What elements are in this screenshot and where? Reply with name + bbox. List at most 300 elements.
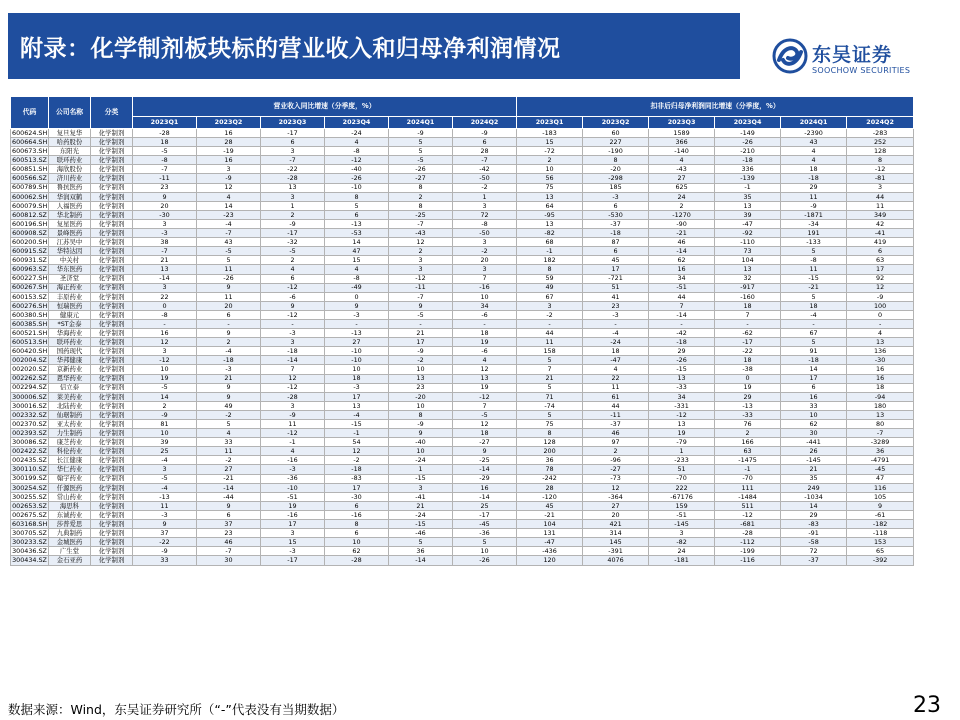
stock-code-cell: 002262.SZ	[12, 374, 47, 383]
table-row	[11, 329, 914, 338]
revenue-growth-cell: -	[197, 319, 261, 328]
revenue-growth-cell: -14	[389, 556, 453, 565]
profit-growth-cell: 34	[649, 392, 715, 401]
category-cell: 化学制剂	[91, 292, 133, 301]
stock-code-cell: 600812.SZ	[12, 210, 47, 219]
profit-growth-cell: 24	[649, 192, 715, 201]
profit-growth-cell: -	[649, 319, 715, 328]
profit-growth-cell: 43	[781, 138, 847, 147]
profit-growth-cell: -1	[715, 465, 781, 474]
revenue-growth-cell: 2	[389, 247, 453, 256]
revenue-growth-cell: 25	[133, 447, 197, 456]
revenue-growth-cell: -16	[453, 283, 517, 292]
revenue-growth-cell: -26	[325, 174, 389, 183]
revenue-growth-cell: -15	[389, 520, 453, 529]
profit-growth-cell: -37	[781, 556, 847, 565]
company-name-cell: 长江健康	[49, 456, 91, 465]
company-name-cell: 海正药业	[49, 283, 91, 292]
revenue-growth-cell: 5	[197, 256, 261, 265]
profit-growth-cell: 105	[847, 492, 914, 501]
profit-growth-cell: -9	[847, 292, 914, 301]
profit-growth-cell: -3	[583, 310, 649, 319]
table-row	[11, 356, 914, 365]
profit-growth-cell: 191	[781, 229, 847, 238]
stock-code-cell: 600385.SH	[12, 319, 48, 328]
profit-growth-cell: 5	[517, 356, 583, 365]
profit-growth-cell: 421	[583, 520, 649, 529]
company-name-cell: 力生制药	[49, 429, 91, 438]
company-name-cell: 恒瑞医药	[49, 301, 91, 310]
revenue-growth-cell: 10	[389, 447, 453, 456]
category-cell: 化学制剂	[91, 183, 133, 192]
profit-growth-cell: 19	[715, 383, 781, 392]
profit-growth-cell: 8	[517, 265, 583, 274]
profit-growth-cell: 227	[583, 138, 649, 147]
revenue-growth-cell: 1	[389, 465, 453, 474]
table-row	[11, 465, 914, 474]
company-name-cell: 翰宇药业	[49, 474, 91, 483]
profit-growth-cell: -133	[781, 238, 847, 247]
stock-code-cell: 600420.SH	[12, 347, 48, 356]
profit-growth-cell: 80	[847, 420, 914, 429]
revenue-growth-cell: 43	[197, 238, 261, 247]
revenue-growth-cell: 19	[453, 383, 517, 392]
table-row	[11, 147, 914, 156]
revenue-growth-cell: 3	[261, 529, 325, 538]
company-name-cell: 华仁药业	[49, 465, 91, 474]
company-name-cell: 华东医药	[49, 265, 91, 274]
revenue-growth-cell: -3	[261, 547, 325, 556]
revenue-growth-cell: 3	[453, 238, 517, 247]
company-name-cell: 康芝药业	[49, 438, 91, 447]
page-number: 23	[913, 693, 941, 718]
revenue-growth-cell: -8	[453, 219, 517, 228]
revenue-growth-cell: 4	[197, 192, 261, 201]
stock-code-cell: 002004.SZ	[12, 356, 47, 365]
revenue-growth-cell: 28	[453, 147, 517, 156]
revenue-growth-cell: 20	[133, 201, 197, 210]
revenue-growth-cell: 9	[197, 329, 261, 338]
profit-growth-cell: 56	[517, 174, 583, 183]
profit-growth-cell: -283	[847, 129, 914, 138]
profit-growth-cell: 72	[781, 547, 847, 556]
profit-growth-cell: 49	[517, 283, 583, 292]
revenue-growth-cell: 5	[389, 138, 453, 147]
profit-growth-cell: 145	[583, 538, 649, 547]
profit-growth-cell: -	[715, 319, 781, 328]
quarter-header: 2024Q2	[453, 117, 517, 129]
company-name-cell: 华海药业	[49, 329, 91, 338]
revenue-growth-cell: 3	[261, 401, 325, 410]
table-row	[11, 392, 914, 401]
quarter-header: 2023Q4	[715, 117, 781, 129]
revenue-growth-cell: 2	[133, 401, 197, 410]
quarter-header: 2023Q2	[583, 117, 649, 129]
category-cell: 化学制剂	[91, 447, 133, 456]
profit-growth-cell: -1871	[781, 210, 847, 219]
revenue-growth-cell: -5	[133, 474, 197, 483]
profit-growth-cell: -81	[847, 174, 914, 183]
revenue-growth-cell: 37	[197, 520, 261, 529]
category-cell: 化学制剂	[91, 465, 133, 474]
revenue-growth-cell: -36	[453, 529, 517, 538]
logo-name: 东吴证券	[812, 44, 893, 66]
revenue-growth-cell: -5	[133, 147, 197, 156]
profit-growth-cell: 23	[583, 301, 649, 310]
profit-growth-cell: -116	[715, 556, 781, 565]
profit-growth-cell: 16	[781, 392, 847, 401]
profit-growth-cell: -1484	[715, 492, 781, 501]
revenue-growth-cell: -7	[261, 156, 325, 165]
profit-growth-cell: 51	[649, 465, 715, 474]
company-name-cell: 复旦复华	[49, 129, 91, 138]
revenue-growth-cell: -8	[133, 156, 197, 165]
profit-growth-cell: 46	[583, 429, 649, 438]
revenue-growth-cell: -53	[325, 229, 389, 238]
company-name-cell: 华邦健康	[49, 356, 91, 365]
profit-growth-cell: -1	[517, 247, 583, 256]
stock-code-cell: 300436.SZ	[12, 547, 47, 556]
revenue-growth-cell: 36	[389, 547, 453, 556]
revenue-growth-cell: -17	[261, 129, 325, 138]
table-row	[11, 483, 914, 492]
table-row	[11, 247, 914, 256]
revenue-growth-cell: -2	[453, 183, 517, 192]
profit-growth-cell: 18	[781, 301, 847, 310]
profit-growth-cell: -67176	[649, 492, 715, 501]
revenue-growth-cell: 18	[133, 138, 197, 147]
stock-code-cell: 600153.SZ	[12, 292, 47, 301]
table-body	[11, 129, 914, 566]
category-cell: 化学制剂	[91, 147, 133, 156]
profit-growth-cell: 20	[583, 510, 649, 519]
revenue-growth-cell: 4	[325, 265, 389, 274]
profit-growth-cell: 104	[715, 256, 781, 265]
revenue-growth-cell: 25	[453, 501, 517, 510]
category-cell: 化学制剂	[91, 229, 133, 238]
profit-growth-cell: 11	[517, 338, 583, 347]
stock-code-cell: 002422.SZ	[12, 447, 47, 456]
revenue-growth-cell: -7	[197, 229, 261, 238]
quarter-header: 2023Q2	[197, 117, 261, 129]
revenue-growth-cell: 81	[133, 420, 197, 429]
stock-code-cell: 600664.SH	[12, 137, 48, 146]
revenue-growth-cell: 3	[133, 347, 197, 356]
company-name-cell: 金石亚药	[49, 556, 91, 565]
profit-growth-cell: 68	[517, 238, 583, 247]
stock-code-cell: 600931.SZ	[12, 256, 47, 265]
profit-growth-cell: -364	[583, 492, 649, 501]
profit-growth-cell: 18	[715, 301, 781, 310]
table-row	[11, 420, 914, 429]
revenue-growth-cell: 19	[133, 374, 197, 383]
profit-growth-cell: -14	[649, 310, 715, 319]
profit-growth-cell: -18	[781, 356, 847, 365]
profit-growth-cell: 153	[847, 538, 914, 547]
profit-growth-cell: 29	[781, 183, 847, 192]
profit-growth-cell: -96	[583, 456, 649, 465]
profit-growth-cell: -721	[583, 274, 649, 283]
revenue-growth-cell: 12	[325, 447, 389, 456]
profit-growth-cell: 45	[583, 256, 649, 265]
revenue-growth-cell: -16	[261, 510, 325, 519]
profit-growth-cell: -110	[715, 238, 781, 247]
profit-growth-cell: 18	[781, 165, 847, 174]
revenue-growth-cell: 19	[261, 501, 325, 510]
profit-growth-cell: 42	[847, 219, 914, 228]
revenue-growth-cell: 17	[325, 483, 389, 492]
revenue-growth-cell: 11	[197, 447, 261, 456]
revenue-growth-cell: 11	[197, 292, 261, 301]
revenue-growth-cell: -30	[133, 210, 197, 219]
category-cell: 化学制剂	[91, 301, 133, 310]
profit-growth-cell: -74	[517, 401, 583, 410]
revenue-growth-cell: -11	[389, 283, 453, 292]
revenue-growth-cell: -20	[389, 392, 453, 401]
category-cell: 化学制剂	[91, 365, 133, 374]
profit-growth-cell: -82	[649, 538, 715, 547]
profit-growth-cell: -21	[649, 229, 715, 238]
category-cell: 化学制剂	[91, 247, 133, 256]
revenue-growth-cell: 9	[325, 301, 389, 310]
revenue-growth-cell: 6	[325, 529, 389, 538]
revenue-growth-cell: -14	[261, 356, 325, 365]
profit-growth-cell: 29	[781, 510, 847, 519]
revenue-growth-cell: -7	[133, 165, 197, 174]
profit-growth-cell: -3289	[847, 438, 914, 447]
profit-growth-cell: 14	[781, 365, 847, 374]
profit-growth-cell: 13	[649, 374, 715, 383]
profit-growth-cell: -51	[649, 283, 715, 292]
category-cell: 化学制剂	[91, 310, 133, 319]
profit-growth-cell: 17	[583, 265, 649, 274]
revenue-growth-cell: -10	[325, 356, 389, 365]
profit-growth-cell: -210	[715, 147, 781, 156]
profit-growth-cell: -3	[583, 192, 649, 201]
profit-growth-cell: 17	[847, 265, 914, 274]
stock-code-cell: 600789.SH	[12, 183, 48, 192]
profit-growth-cell: 18	[583, 347, 649, 356]
revenue-growth-cell: -3	[261, 465, 325, 474]
revenue-growth-cell: -6	[453, 310, 517, 319]
profit-growth-cell: -45	[847, 465, 914, 474]
revenue-growth-cell: -26	[197, 274, 261, 283]
revenue-growth-cell: 13	[325, 401, 389, 410]
profit-growth-cell: -145	[649, 520, 715, 529]
company-name-cell: 东阳光	[49, 147, 91, 156]
profit-growth-cell: -61	[847, 510, 914, 519]
profit-growth-cell: -15	[649, 365, 715, 374]
quarter-header: 2023Q4	[325, 117, 389, 129]
category-cell: 化学制剂	[91, 520, 133, 529]
quarter-header-row	[11, 117, 914, 129]
profit-growth-cell: -47	[583, 356, 649, 365]
company-name-cell: 国药现代	[49, 347, 91, 356]
quarter-header: 2023Q3	[649, 117, 715, 129]
profit-growth-cell: 131	[517, 529, 583, 538]
stock-code-cell: 002653.SZ	[12, 501, 47, 510]
revenue-growth-cell: -9	[389, 129, 453, 138]
revenue-growth-cell: -2	[197, 456, 261, 465]
revenue-growth-cell: -12	[133, 356, 197, 365]
revenue-growth-cell: 3	[389, 256, 453, 265]
table-row	[11, 410, 914, 419]
table-row	[11, 265, 914, 274]
profit-growth-cell: 33	[781, 401, 847, 410]
revenue-growth-cell: -18	[261, 347, 325, 356]
revenue-growth-cell: -29	[453, 474, 517, 483]
company-name-cell: 恩华药业	[49, 374, 91, 383]
revenue-growth-cell: 0	[133, 301, 197, 310]
company-name-cell: 复星医药	[49, 219, 91, 228]
profit-growth-cell: 9	[847, 501, 914, 510]
table-row	[11, 219, 914, 228]
profit-growth-cell: 2	[517, 156, 583, 165]
profit-growth-cell: -79	[649, 438, 715, 447]
category-cell: 化学制剂	[91, 238, 133, 247]
stock-code-cell: 600915.SZ	[12, 247, 47, 256]
profit-growth-cell: 28	[517, 483, 583, 492]
revenue-growth-cell: 46	[197, 538, 261, 547]
revenue-growth-cell: -5	[197, 247, 261, 256]
revenue-growth-cell: -3	[261, 329, 325, 338]
revenue-growth-cell: -2	[389, 356, 453, 365]
revenue-growth-cell: 49	[197, 401, 261, 410]
stock-code-cell: 600513.SZ	[12, 156, 47, 165]
profit-growth-cell: 10	[517, 165, 583, 174]
profit-growth-cell: 13	[649, 420, 715, 429]
revenue-growth-cell: -4	[133, 483, 197, 492]
revenue-growth-cell: 6	[197, 310, 261, 319]
profit-growth-cell: 185	[583, 183, 649, 192]
profit-growth-cell: 12	[847, 283, 914, 292]
revenue-growth-cell: 6	[261, 274, 325, 283]
data-table	[10, 96, 914, 566]
revenue-growth-cell: -26	[453, 556, 517, 565]
stock-code-cell: 300086.SZ	[12, 438, 47, 447]
stock-code-cell: 603168.SH	[12, 519, 48, 528]
table-row	[11, 492, 914, 501]
profit-growth-cell: 2	[583, 447, 649, 456]
revenue-growth-cell: -9	[261, 219, 325, 228]
table-row	[11, 547, 914, 556]
revenue-growth-cell: 8	[325, 520, 389, 529]
revenue-growth-cell: 3	[133, 219, 197, 228]
profit-growth-cell: 5	[517, 410, 583, 419]
revenue-growth-cell: 3	[261, 192, 325, 201]
revenue-growth-cell: 5	[453, 538, 517, 547]
revenue-growth-cell: 10	[325, 538, 389, 547]
revenue-growth-cell: -10	[325, 347, 389, 356]
revenue-growth-cell: 9	[197, 392, 261, 401]
table-row	[11, 165, 914, 174]
profit-growth-cell: 29	[715, 392, 781, 401]
stock-code-cell: 002370.SZ	[12, 419, 47, 428]
profit-growth-cell: 6	[583, 247, 649, 256]
profit-growth-cell: -681	[715, 520, 781, 529]
table-row	[11, 474, 914, 483]
revenue-growth-cell: -12	[325, 156, 389, 165]
revenue-growth-cell: -5	[453, 410, 517, 419]
stock-code-cell: 002294.SZ	[12, 383, 47, 392]
revenue-growth-cell: -13	[325, 329, 389, 338]
revenue-growth-cell: 8	[389, 183, 453, 192]
profit-growth-cell: 11	[781, 265, 847, 274]
revenue-growth-cell: -	[389, 319, 453, 328]
revenue-growth-cell: -5	[389, 156, 453, 165]
revenue-growth-cell: -17	[261, 229, 325, 238]
stock-code-cell: 002393.SZ	[12, 428, 47, 437]
profit-growth-cell: -118	[847, 529, 914, 538]
revenue-growth-cell: -25	[453, 456, 517, 465]
table-row	[11, 319, 914, 328]
profit-growth-cell: -12	[649, 410, 715, 419]
profit-growth-cell: -70	[715, 474, 781, 483]
profit-growth-cell: 15	[517, 138, 583, 147]
profit-growth-cell: 1	[649, 447, 715, 456]
revenue-growth-cell: 3	[133, 283, 197, 292]
profit-growth-cell: 29	[649, 347, 715, 356]
profit-growth-cell: 180	[847, 401, 914, 410]
profit-growth-cell: -83	[781, 520, 847, 529]
revenue-growth-cell: 8	[389, 201, 453, 210]
revenue-growth-cell: -7	[133, 247, 197, 256]
profit-growth-cell: -190	[583, 147, 649, 156]
revenue-growth-cell: 9	[389, 429, 453, 438]
revenue-growth-cell: 27	[325, 338, 389, 347]
table-row	[11, 183, 914, 192]
revenue-growth-cell: -28	[261, 174, 325, 183]
profit-growth-cell: 100	[847, 301, 914, 310]
profit-growth-cell: -30	[847, 356, 914, 365]
profit-growth-cell: 3	[847, 183, 914, 192]
profit-growth-cell: -298	[583, 174, 649, 183]
title-bar	[8, 13, 740, 79]
table-row	[11, 201, 914, 210]
profit-growth-cell: 116	[847, 483, 914, 492]
revenue-growth-cell: -5	[133, 383, 197, 392]
revenue-growth-cell: -14	[133, 274, 197, 283]
profit-growth-cell: 4	[781, 147, 847, 156]
revenue-growth-cell: 9	[197, 283, 261, 292]
profit-growth-cell: -11	[583, 410, 649, 419]
revenue-growth-cell: 5	[389, 147, 453, 156]
revenue-growth-cell: -43	[389, 229, 453, 238]
stock-code-cell: 300110.SZ	[12, 465, 47, 474]
revenue-growth-cell: 23	[197, 529, 261, 538]
table-row	[11, 438, 914, 447]
col-header-class: 分类	[91, 97, 133, 129]
profit-growth-cell: 625	[649, 183, 715, 192]
profit-growth-cell: 419	[847, 238, 914, 247]
revenue-growth-cell: -17	[261, 556, 325, 565]
profit-growth-cell: 21	[781, 465, 847, 474]
stock-code-cell: 300016.SZ	[12, 401, 47, 410]
stock-code-cell: 300199.SZ	[12, 474, 47, 483]
company-name-cell: 金城医药	[49, 538, 91, 547]
revenue-growth-cell: 22	[133, 292, 197, 301]
revenue-growth-cell: 9	[389, 301, 453, 310]
profit-growth-cell: 63	[847, 256, 914, 265]
revenue-growth-cell: 8	[325, 192, 389, 201]
revenue-growth-cell: -23	[197, 210, 261, 219]
revenue-growth-cell: 5	[389, 538, 453, 547]
stock-code-cell: 600227.SH	[12, 274, 48, 283]
revenue-growth-cell: 10	[453, 292, 517, 301]
revenue-growth-cell: -22	[261, 165, 325, 174]
company-name-cell: 莱美药业	[49, 392, 91, 401]
table-row	[11, 283, 914, 292]
